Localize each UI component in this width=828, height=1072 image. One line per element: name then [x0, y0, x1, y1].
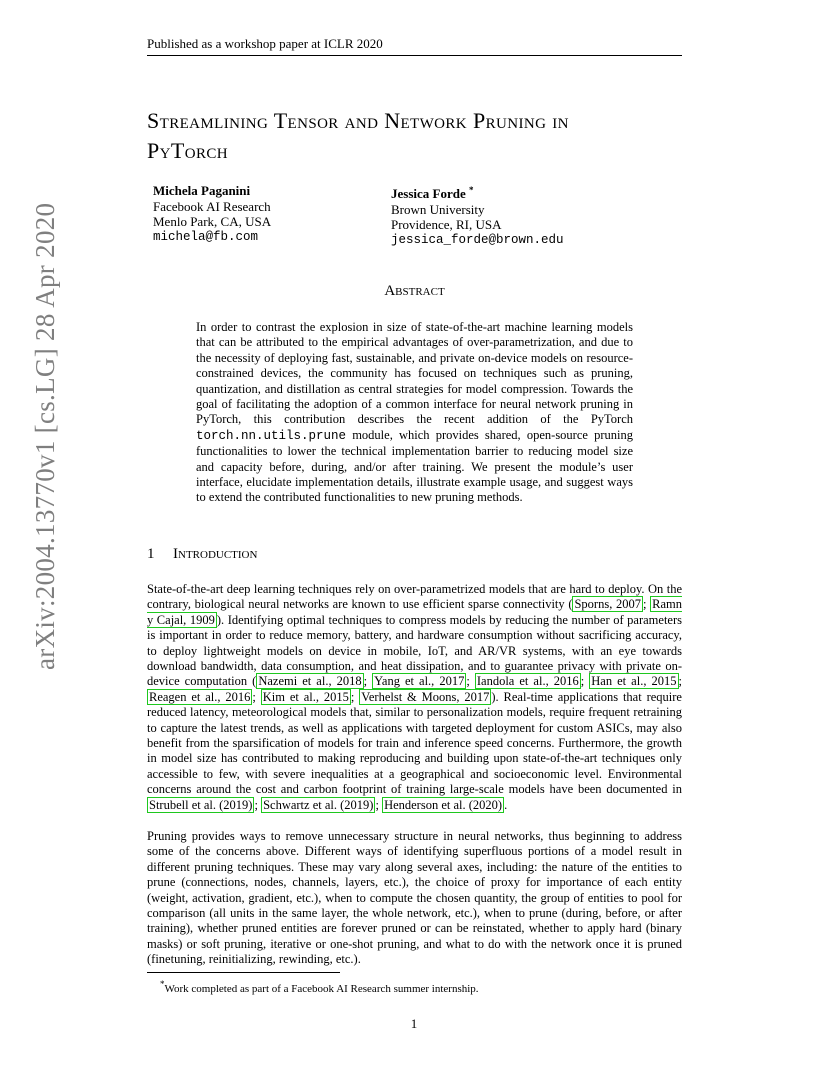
text-run: ; — [375, 797, 383, 812]
footnote-marker[interactable]: * — [468, 185, 474, 195]
title-line-1: Streamlining Tensor and Network Pruning in — [147, 108, 569, 133]
text-run: ; — [678, 674, 682, 689]
footnote-text: Work completed as part of a Facebook AI Research summer internship. — [164, 983, 479, 995]
citation-link[interactable]: Nazemi et al., 2018 — [258, 674, 362, 689]
section-title: Introduction — [173, 546, 258, 562]
citation-link[interactable]: Strubell et al. (2019) — [149, 797, 253, 812]
citation-link[interactable]: Kim et al., 2015 — [262, 689, 349, 704]
citation-link[interactable]: Iandola et al., 2016 — [476, 674, 579, 689]
footnote-marker: * — [160, 979, 165, 989]
text-run: ; — [643, 597, 651, 612]
title-line-2: PyTorch — [147, 138, 228, 163]
citation-link[interactable]: Reagen et al., 2016 — [149, 689, 251, 704]
text-run: . — [504, 797, 508, 812]
author-email[interactable]: michela@fb.com — [153, 229, 259, 244]
citation-link[interactable]: Schwartz et al. (2019) — [263, 797, 374, 812]
text-run: ). Identifying optimal techniques to compress models by reducing the number of parameters is important in order to reduce memory, battery, and hardware consumption without sacrificing accuracy, to deploy lightweight models on device in mobile, IoT, and AR/VR systems, with an eye towards download bandwidth, data consumption, and heat dissipation, and to guarantee privacy with private on-device computation ( — [147, 612, 682, 689]
footnote — [160, 977, 479, 996]
text-run: ; — [580, 674, 590, 689]
footnote-divider — [147, 972, 340, 973]
citation-link[interactable]: Verhelst & Moons, 2017 — [361, 689, 490, 704]
citation-link[interactable]: Yang et al., 2017 — [374, 674, 465, 689]
author-affiliation: Facebook AI Research — [153, 198, 271, 214]
abstract-text-part: module, which provides shared, open-source pruning functionalities to lower the technical implementation barrier to reducing model size and capacity before, during, and/or after training. We present the module’s user interface, elucidate implementation details, illustrate example usage, and suggest ways to extend the contributed functionalities to new pruning methods. — [196, 427, 633, 505]
text-run: ; — [466, 674, 475, 689]
abstract-code: torch.nn.utils.prune — [196, 428, 347, 443]
citation-link[interactable]: Sporns, 2007 — [574, 597, 641, 612]
text-run: State-of-the-art deep learning techniques rely on over-parametrized models that are hard to deploy. On the contrary, biological neural networks are known to use efficient sparse connectivity ( — [147, 582, 682, 612]
section-heading-introduction — [147, 546, 257, 563]
text-run: ; — [252, 689, 261, 704]
text-run: ; — [350, 689, 360, 704]
author-affiliation: Brown University — [391, 201, 485, 217]
author-name: Michela Paganini — [153, 183, 251, 198]
citation-link[interactable]: Ramn y Cajal, 1909 — [147, 597, 682, 627]
text-run: ; — [363, 674, 373, 689]
author-name: Jessica Forde — [391, 186, 466, 201]
author-location: Providence, RI, USA — [391, 217, 502, 232]
abstract-text-part: In order to contrast the explosion in size of state-of-the-art machine learning models that can be attributed to the empirical advantages of over-parametrization, and due to the necessity of deploying fast, sustainable, and private on-device models on resource-constrained devices, the community has focused on techniques such as pruning, quantization, and distillation as central strategies for model compression. Towards the goal of facilitating the adoption of a common interface for neural network pruning in PyTorch, this contribution describes the recent addition of the PyTorch — [196, 320, 633, 427]
text-run: ; — [254, 797, 262, 812]
arxiv-stamp-text[interactable]: arXiv:2004.13770v1 [cs.LG] 28 Apr 2020 — [30, 202, 60, 670]
author-block-1 — [153, 183, 271, 245]
abstract-heading: Abstract — [384, 283, 445, 299]
page-number: 1 — [410, 1016, 418, 1031]
text-run: ). Real-time applications that require reduced latency, meteorological models that, similar to personalization models, require frequent retraining to capture the latest trends, as well as applications with targeted deployment for custom ASICs, may also benefit from the sparsification of models for train and inference speed concerns. Furthermore, the growth in model size has contributed to making reproducing and building upon state-of-the-art techniques only accessible to few, with severe inequalities at a geographical and socioeconomic level. Environmental concerns around the cost and carbon footprint of training large-scale models have been documented in — [147, 689, 682, 797]
intro-paragraph-1 — [147, 582, 682, 813]
running-header: Published as a workshop paper at ICLR 2020 — [147, 35, 682, 56]
paper-title — [147, 106, 707, 166]
abstract-text — [196, 320, 633, 506]
section-number: 1 — [147, 546, 155, 562]
author-block-2 — [391, 183, 564, 248]
author-location: Menlo Park, CA, USA — [153, 214, 272, 229]
author-email[interactable]: jessica_forde@brown.edu — [391, 232, 564, 247]
intro-paragraph-2: Pruning provides ways to remove unnecessary structure in neural networks, thus beginning to address some of the concerns above. Different ways of identifying superfluous portions of a model result in different pruning techniques. These may vary along several axes, including: the nature of the entities to prune (connections, nodes, channels, layers, etc.), the choice of proxy for importance of each entity (weight, activation, gradient, etc.), when to compute the chosen quantity, the group of entities to pool for comparison (all units in the same layer, the whole network, etc.), when to prune (during, before, or after training), whether pruned entities are forever pruned or can be reinstated, whether to apply hard (binary masks) or soft pruning, iterative or one-shot pruning, and what to do with the network once it is pruned (finetuning, reinitializing, rewinding, etc.). — [147, 829, 682, 967]
citation-link[interactable]: Han et al., 2015 — [591, 674, 677, 689]
citation-link[interactable]: Henderson et al. (2020) — [384, 797, 503, 812]
